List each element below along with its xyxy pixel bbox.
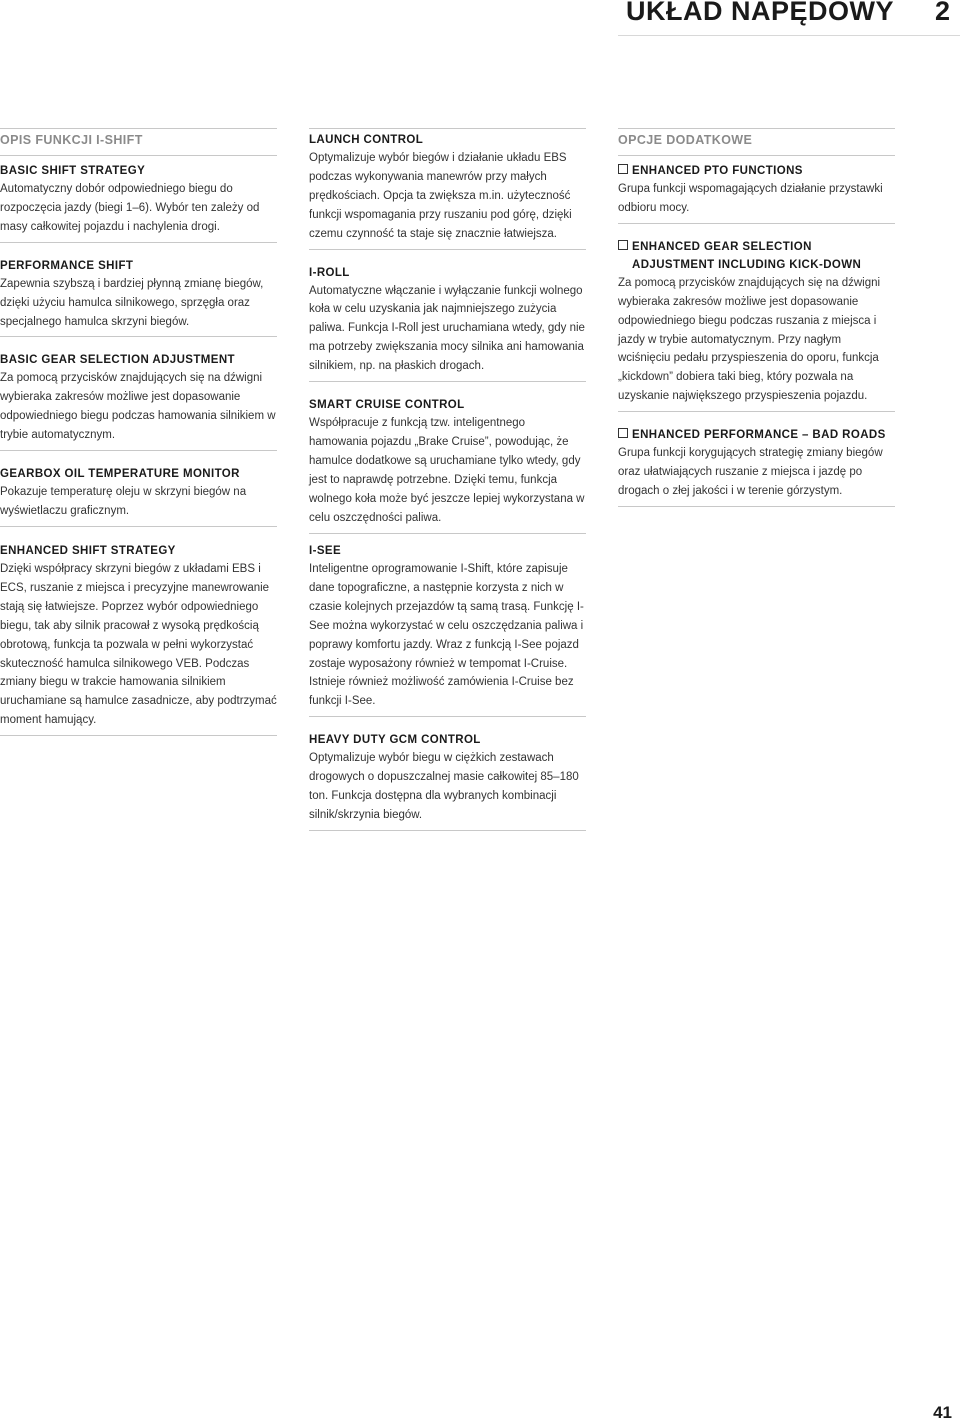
section-text: Inteligentne oprogramowanie I-Shift, które zapisuje dane topograficzne, a następnie korzysta z nich w czasie kolejnych przejazdów tą samą trasą. Funkcję I-See można wykorzystać w celu oszczędzania paliwa i poprawy komfortu jazdy. Wraz z funkcją I-See pojazd zostaje wyposażony również w tempomat I-Cruise. Istnieje również możliwość zamówienia I-Cruise bez funkcji I-See. bbox=[309, 563, 584, 708]
section-basic-gear-selection bbox=[0, 336, 277, 450]
section-title: GEARBOX OIL TEMPERATURE MONITOR bbox=[0, 468, 240, 481]
section-title: BASIC SHIFT STRATEGY bbox=[0, 165, 146, 177]
section-performance-shift bbox=[0, 242, 277, 337]
section-text: Dzięki współpracy skrzyni biegów z układami EBS i ECS, ruszanie z miejsca i precyzyjne manewrowanie stają się łatwiejsze. Poprzez wybór odpowiedniego biegu, tak aby silnik pracował z wysoką prędkością obrotową, funkcja ta pozwala w pełni wykorzystać skuteczność hamulca silnikowego VEB. Podczas zmiany biegu w trakcie hamowania silnikiem uruchamiane są hamulce zasadnicze, aby podtrzymać moment hamujący. bbox=[0, 563, 277, 727]
section-title: HEAVY DUTY GCM CONTROL bbox=[309, 734, 481, 747]
column-functions-2 bbox=[309, 128, 586, 534]
section-text: Grupa funkcji korygujących strategię zmiany biegów oraz ułatwiających ruszanie z miejsca i jazdę po drogach o złej jakości i w terenie górzystym. bbox=[618, 447, 883, 497]
page-number: 41 bbox=[933, 1403, 952, 1422]
section-text: Zapewnia szybszą i bardziej płynną zmianę biegów, dzięki użyciu hamulca silnikowego, sprzęgła oraz specjalnego hamulca skrzyni biegów. bbox=[0, 277, 264, 328]
section-title: I-ROLL bbox=[309, 266, 350, 279]
column-lower-1 bbox=[0, 542, 277, 736]
section-text: Optymalizuje wybór biegu w ciężkich zestawach drogowych o dopuszczalnej masie całkowitej 85–180 ton. Funkcja dostępna dla wybranych kombinacji silnik/skrzynia biegów. bbox=[309, 752, 579, 821]
chapter-number: 2 bbox=[934, 0, 950, 26]
section-enhanced-shift-strategy bbox=[0, 542, 277, 736]
column-lower-2 bbox=[309, 542, 586, 831]
section-title: ENHANCED PERFORMANCE – BAD ROADS bbox=[632, 429, 886, 442]
section-launch-control bbox=[309, 128, 586, 249]
section-text: Za pomocą przycisków znajdujących się na dźwigni wybieraka zakresów możliwe jest dopasowanie odpowiedniego biegu podczas hamowania silnikiem w trybie automatycznym. bbox=[0, 372, 276, 442]
column-ishift-functions bbox=[0, 128, 277, 527]
section-text: Grupa funkcji wspomagających działanie przystawki odbioru mocy. bbox=[618, 183, 883, 214]
section-title: ENHANCED GEAR SELECTION ADJUSTMENT INCLUDING KICK-DOWN bbox=[632, 240, 862, 271]
column-title-ishift: OPIS FUNKCJI I-SHIFT bbox=[0, 133, 143, 147]
section-gearbox-oil-temperature bbox=[0, 450, 277, 527]
section-i-see bbox=[309, 542, 586, 716]
header-title: UKŁAD NAPĘDOWY bbox=[626, 0, 894, 26]
checkbox-icon bbox=[618, 164, 628, 174]
section-heavy-duty-gcm bbox=[309, 716, 586, 831]
section-i-roll bbox=[309, 249, 586, 382]
section-smart-cruise-control bbox=[309, 381, 586, 533]
column-title-options: OPCJE DODATKOWE bbox=[618, 133, 753, 147]
section-title: ENHANCED PTO FUNCTIONS bbox=[632, 165, 803, 177]
section-basic-shift-strategy bbox=[0, 155, 277, 242]
section-title: ENHANCED SHIFT STRATEGY bbox=[0, 545, 176, 557]
section-text: Optymalizuje wybór biegów i działanie układu EBS podczas wykonywania manewrów przy małych prędkościach. Opcja ta zwiększa m.in. użyteczność funkcji wspomagania przy ruszaniu pod górę, dzięki czemu czynność ta staje się znacznie łatwiejsza. bbox=[309, 152, 572, 240]
section-title: I-SEE bbox=[309, 545, 342, 557]
section-enhanced-gear-selection bbox=[618, 223, 895, 411]
section-text: Automatyczny dobór odpowiedniego biegu do rozpoczęcia jazdy (biegi 1–6). Wybór ten zależy od masy całkowitej pojazdu i nachylenia drogi. bbox=[0, 183, 260, 233]
section-title: BASIC GEAR SELECTION ADJUSTMENT bbox=[0, 354, 235, 367]
header-divider bbox=[618, 35, 960, 36]
section-text: Pokazuje temperaturę oleju w skrzyni biegów na wyświetlaczu graficznym. bbox=[0, 486, 247, 517]
section-text: Automatyczne włączanie i wyłączanie funkcji wolnego koła w celu uzyskania jak najmniejszego zużycia paliwa. Funkcja I-Roll jest uruchamiana wtedy, gdy nie ma potrzeby zwiększania mocy silnika ani hamowania silnikiem, np. na płaskich drogach. bbox=[309, 284, 585, 373]
checkbox-icon bbox=[618, 428, 628, 438]
section-text: Współpracuje z funkcją tzw. inteligentnego hamowania pojazdu „Brake Cruise”, powodując, że hamulce dodatkowe są uruchamiane tylko wtedy, gdy jest to naprawdę potrzebne. Dzięki temu, funkcja wolnego koła może być jeszcze lepiej wykorzystana w celu oszczędności paliwa. bbox=[309, 417, 585, 524]
column-optional-features bbox=[618, 128, 895, 507]
section-text: Za pomocą przycisków znajdujących się na dźwigni wybieraka zakresów możliwe jest dopasowanie odpowiedniego biegu podczas ruszania z miejsca i jazdy w trybie automatycznym. Przy nagłym wciśnięciu pedału przyspieszenia do oporu, funkcja „kickdown” dobiera taki bieg, który pozwala na uzyskanie największego przyspieszenia pojazdu. bbox=[618, 276, 881, 403]
section-enhanced-performance-bad-roads bbox=[618, 411, 895, 507]
section-enhanced-pto bbox=[618, 155, 895, 223]
section-title: LAUNCH CONTROL bbox=[309, 134, 424, 146]
checkbox-icon bbox=[618, 240, 628, 250]
section-title: SMART CRUISE CONTROL bbox=[309, 399, 465, 412]
section-title: PERFORMANCE SHIFT bbox=[0, 259, 134, 272]
